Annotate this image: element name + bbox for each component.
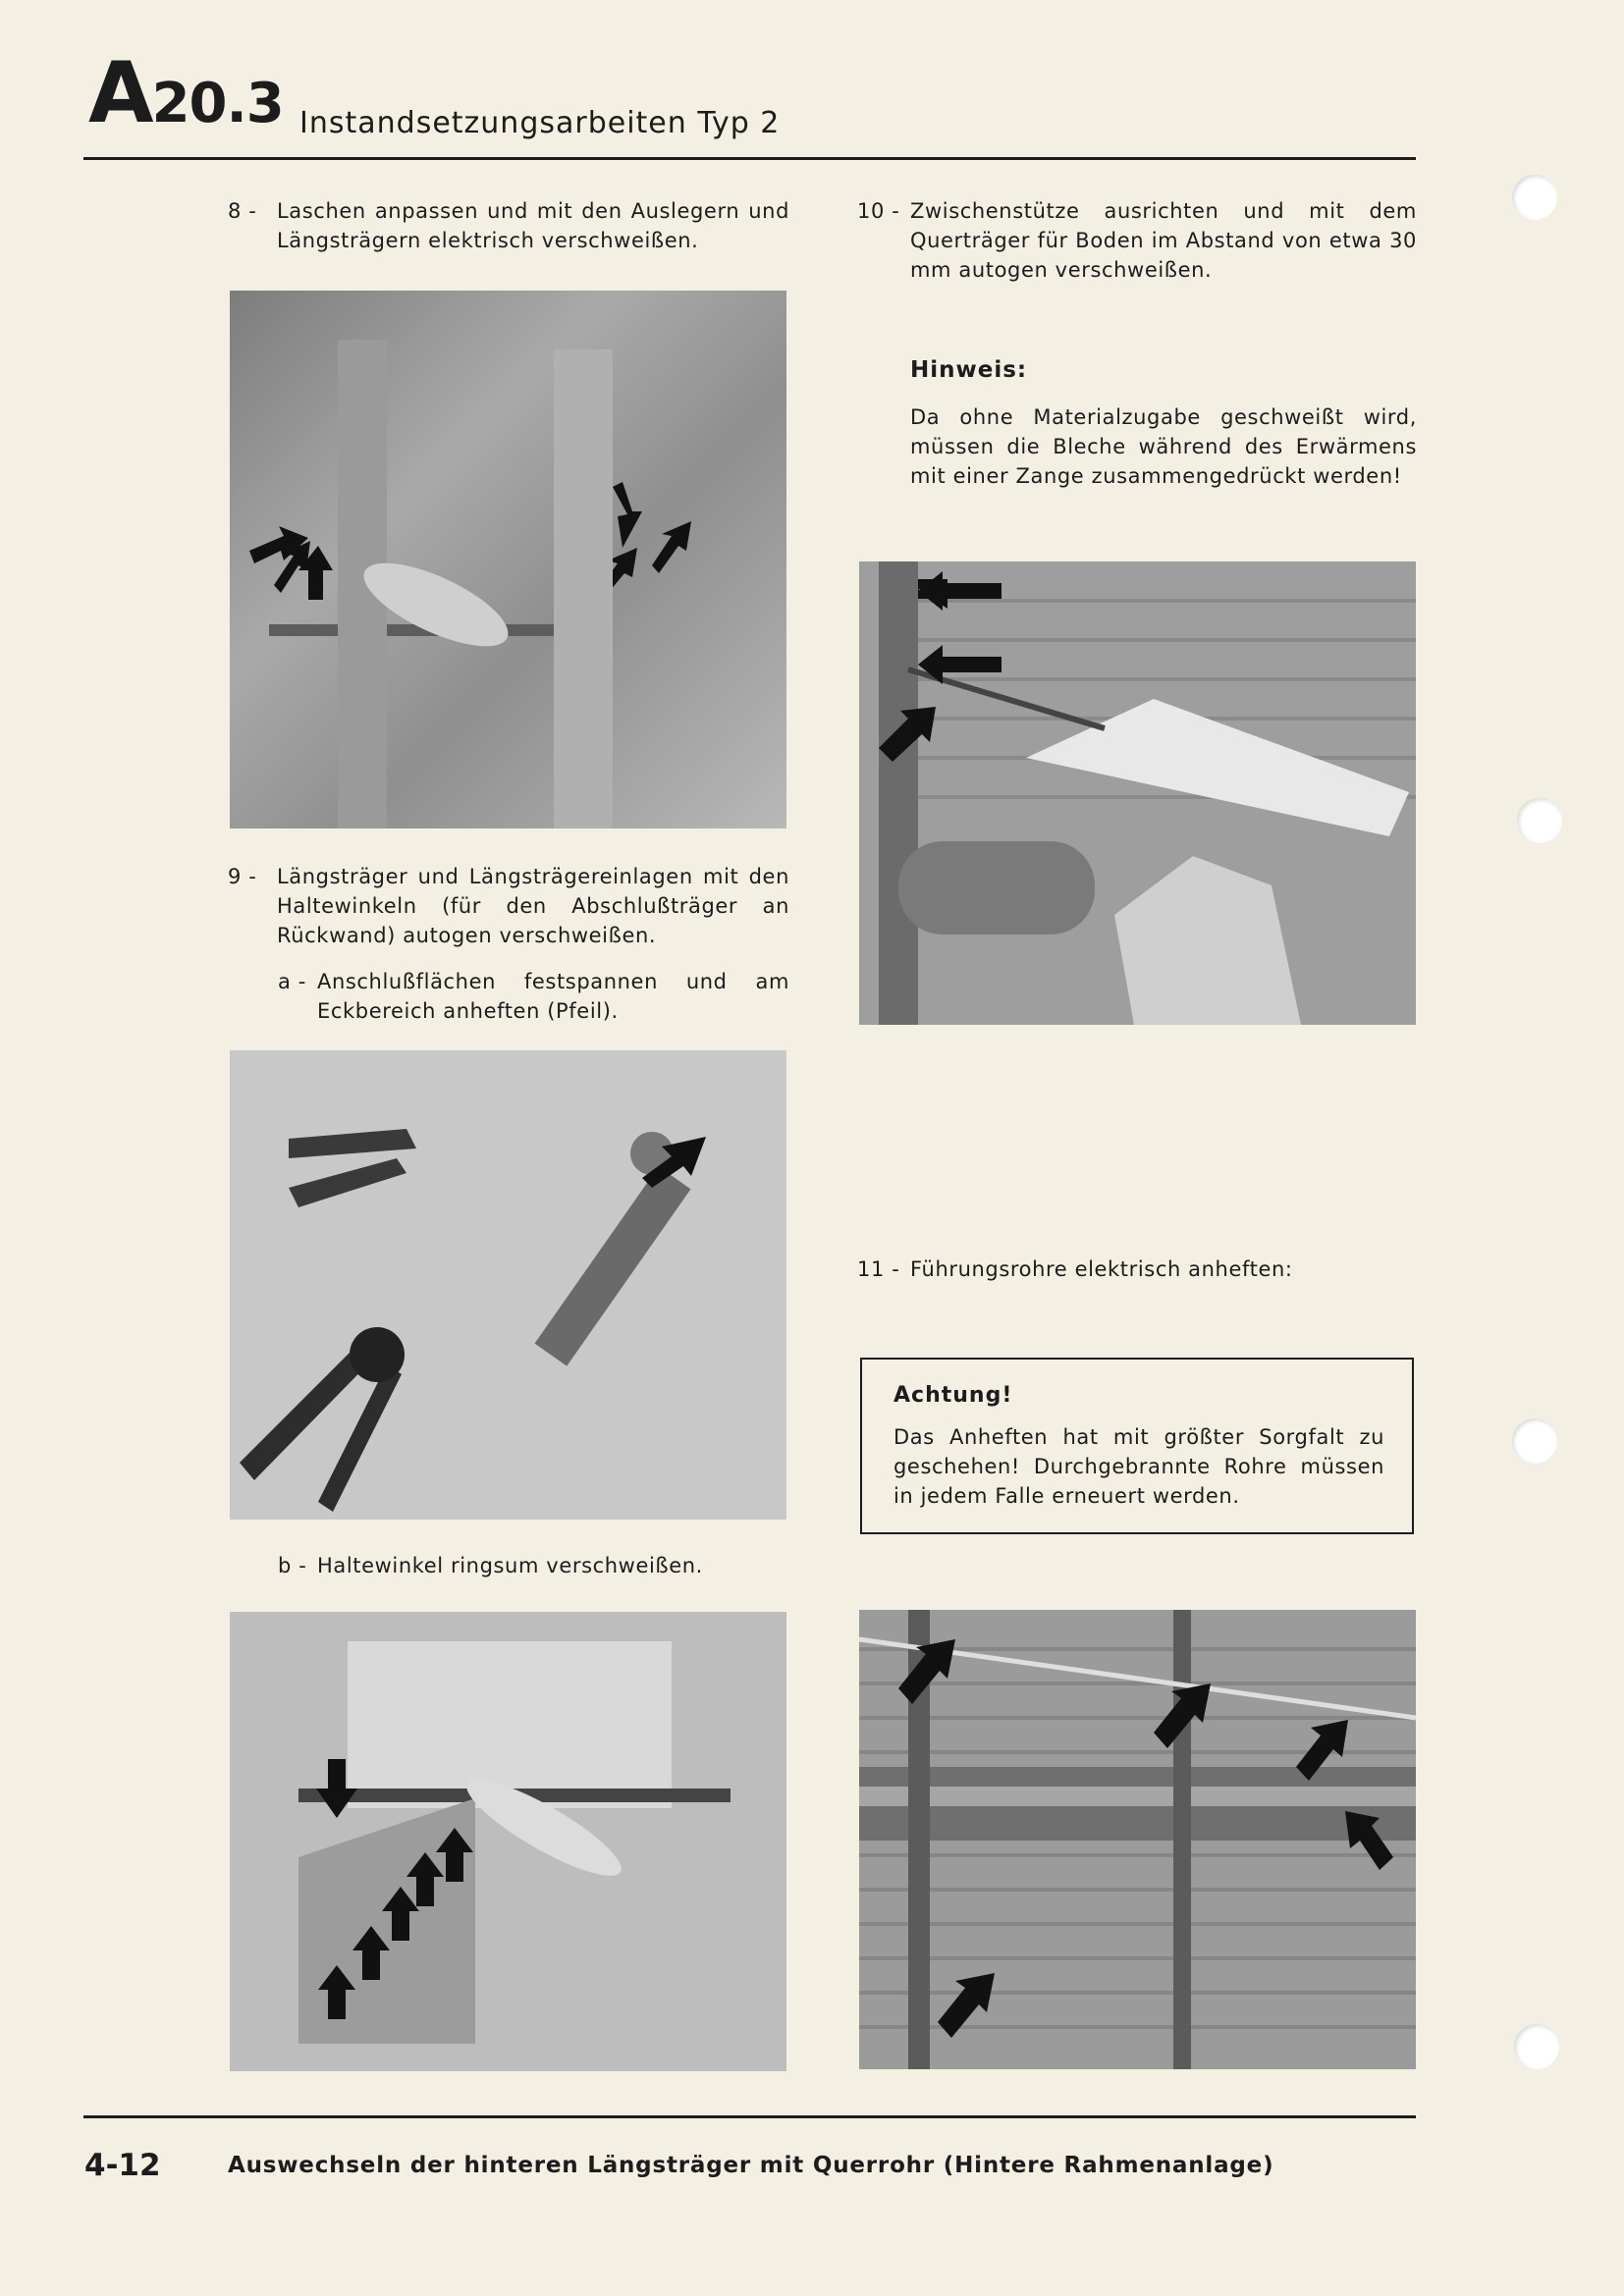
step-9a <box>278 967 789 1026</box>
photo-step-9b <box>230 1612 786 2071</box>
step-text: Führungsrohre elektrisch anheften: <box>910 1257 1293 1281</box>
header-divider <box>83 157 1416 160</box>
footer-divider <box>83 2115 1416 2118</box>
step-number: 10 - <box>857 199 900 223</box>
punch-hole <box>1512 175 1557 220</box>
hint-heading: Hinweis: <box>910 357 1028 383</box>
photo-arrows <box>859 1610 1416 2069</box>
photo-arrows <box>230 291 786 828</box>
hint-text: Da ohne Materialzugabe geschweißt wird, müssen die Bleche während des Erwärmens mit einer Zange zusammengedrückt werden! <box>910 405 1417 488</box>
step-8 <box>228 196 789 255</box>
photo-step-9a <box>230 1050 786 1520</box>
step-text: Haltewinkel ringsum verschweißen. <box>317 1554 703 1577</box>
photo-arrows <box>859 561 1416 1025</box>
hint-text-block <box>910 402 1417 491</box>
step-number: 11 - <box>857 1257 900 1281</box>
step-number: 8 - <box>228 199 257 223</box>
step-9b <box>278 1551 789 1580</box>
step-11 <box>857 1255 1417 1284</box>
photo-step-11 <box>859 1610 1416 2069</box>
step-number: a - <box>278 970 306 993</box>
photo-arrows <box>230 1050 786 1520</box>
step-text: Zwischenstütze ausrichten und mit dem Querträger für Boden im Abstand von etwa 30 mm autogen verschweißen. <box>910 199 1417 282</box>
punch-hole <box>1512 1418 1557 1464</box>
page-number: 4-12 <box>84 2148 161 2183</box>
photo-arrows <box>230 1612 786 2071</box>
step-10 <box>857 196 1417 285</box>
step-number: b - <box>278 1554 307 1577</box>
punch-hole <box>1517 798 1562 843</box>
section-code <box>88 44 284 142</box>
footer-title: Auswechseln der hinteren Längsträger mit Querrohr (Hintere Rahmenanlage) <box>228 2153 1274 2178</box>
warning-box <box>860 1358 1414 1534</box>
warning-text: Das Anheften hat mit größter Sorgfalt zu geschehen! Durchgebrannte Rohre müssen in jedem Falle erneuert werden. <box>893 1425 1384 1508</box>
warning-heading: Achtung! <box>893 1383 1013 1408</box>
photo-step-8 <box>230 291 786 828</box>
step-text: Längsträger und Längsträgereinlagen mit den Haltewinkeln (für den Abschlußträger an Rückwand) autogen verschweißen. <box>277 865 789 947</box>
step-text: Anschlußflächen festspannen und am Eckbereich anheften (Pfeil). <box>317 970 789 1023</box>
arrow-icon <box>249 482 691 600</box>
photo-step-10 <box>859 561 1416 1025</box>
step-number: 9 - <box>228 865 257 888</box>
step-9 <box>228 862 789 950</box>
section-number: 20.3 <box>151 72 284 135</box>
step-text: Laschen anpassen und mit den Auslegern und Längsträgern elektrisch verschweißen. <box>277 199 789 252</box>
section-letter: A <box>88 44 152 142</box>
punch-hole <box>1514 2024 1559 2069</box>
page-title: Instandsetzungsarbeiten Typ 2 <box>299 106 781 140</box>
